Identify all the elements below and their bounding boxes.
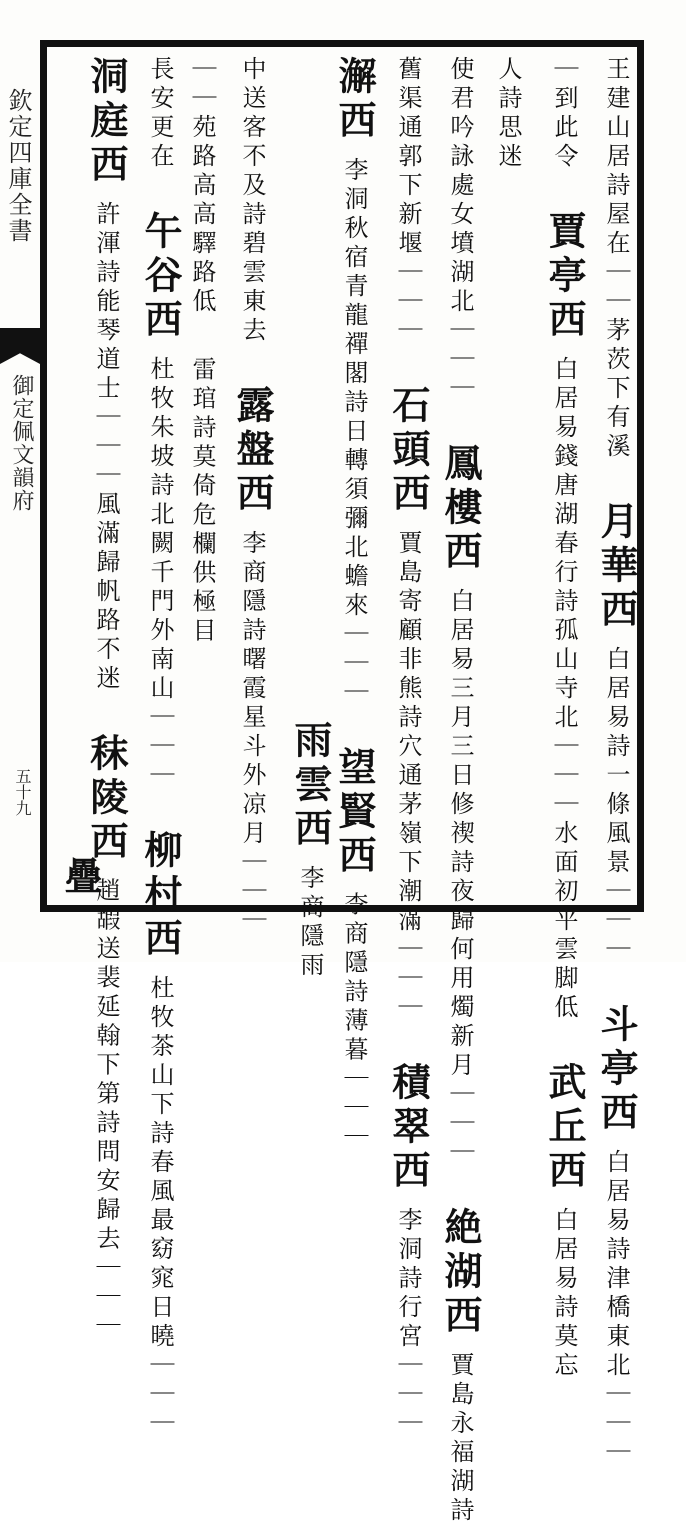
headword: 斗亭西 [594,1004,639,1137]
column-text: 趙嘏送裴延翰下第詩問安歸去｜｜｜ [92,877,120,1342]
series-title: 欽定四庫全書 [4,88,32,244]
column-text: 白居易詩莫忘 [550,1206,578,1381]
text-column-9 [188,56,216,896]
column-text: ｜到此令 [550,56,578,172]
fishtail-mark [0,328,40,364]
text-column-8 [230,56,275,936]
headword: 澥西 [332,56,377,144]
column-text: 賈島寄顧非熊詩穴通茅嶺下潮滿｜｜｜ [394,529,422,1023]
page-number: 五十九 [13,768,32,816]
column-text: 王建山居詩屋在｜｜茅茨下有溪 [602,56,630,462]
column-text: 賈島永福湖詩 [446,1351,474,1526]
headword: 積翠西 [386,1062,431,1195]
headword: 石頭西 [386,385,431,518]
headword: 絶湖西 [438,1207,483,1340]
headword: 武丘西 [542,1062,587,1195]
text-column-11 [84,56,129,1342]
column-text: 白居易三月三日修禊詩夜歸何用燭新月｜｜｜ [446,587,474,1168]
column-text: 長安更在 [146,56,174,172]
column-text: 人詩思迷 [494,56,522,172]
headword: 洞庭西 [84,56,129,188]
column-text: 白居易錢唐湖春行詩孤山寺北｜｜｜水面初平雲脚低 [550,355,578,1023]
column-text: ｜｜苑路高高驛路低 [188,56,216,317]
column-text: 杜牧朱坡詩北闕千門外南山｜｜｜ [146,355,174,791]
text-column-10 [138,56,183,1439]
column-text: 李洞詩行宮｜｜｜ [394,1206,422,1439]
text-column-5 [386,56,431,1439]
headword: 鳳樓西 [438,443,483,576]
column-text: 使君吟詠處女墳湖北｜｜｜ [446,56,474,404]
column-text: 李商隱詩曙霞星斗外凉月｜｜｜ [238,529,266,936]
column-text: 杜牧茶山下詩春風最窈窕日曉｜｜｜ [146,974,174,1439]
headword: 午谷西 [138,211,183,344]
column-text: 雷琯詩莫倚危欄供極目 [188,356,216,647]
column-text: 舊渠通郭下新堰｜｜｜ [394,56,422,346]
text-column-6 [332,56,377,1153]
text-column-1 [594,56,639,1468]
headword: 望賢西 [332,746,377,879]
headword: 雨雲西 [288,720,333,852]
text-column-2 [542,56,587,1381]
column-text: 中送客不及詩碧雲東去 [238,56,266,346]
column-text: 李商隱雨 [296,864,324,981]
text-column-3 [494,56,522,896]
book-title: 御定佩文韻府 [9,374,34,512]
headword: 疊 [58,856,103,900]
headword: 賈亭西 [542,211,587,344]
text-column-12 [58,856,103,900]
column-text: 李商隱詩薄暮｜｜｜ [340,891,368,1153]
headword: 月華西 [594,501,639,634]
headword: 柳村西 [138,830,183,963]
column-text: 白居易詩一條風景｜｜｜ [602,645,630,965]
headword: 露盤西 [230,385,275,518]
page-margin [0,40,40,912]
column-text: 李洞秋宿青龍禪閣詩日轉須彌北蟾來｜｜｜ [340,156,368,708]
text-column-7 [288,720,333,981]
column-text: 許渾詩能琴道士｜｜｜風滿歸帆路不迷 [92,200,120,694]
text-column-4 [438,56,483,1526]
column-text: 白居易詩津橋東北｜｜｜ [602,1148,630,1468]
headword: 秣陵西 [84,732,129,865]
